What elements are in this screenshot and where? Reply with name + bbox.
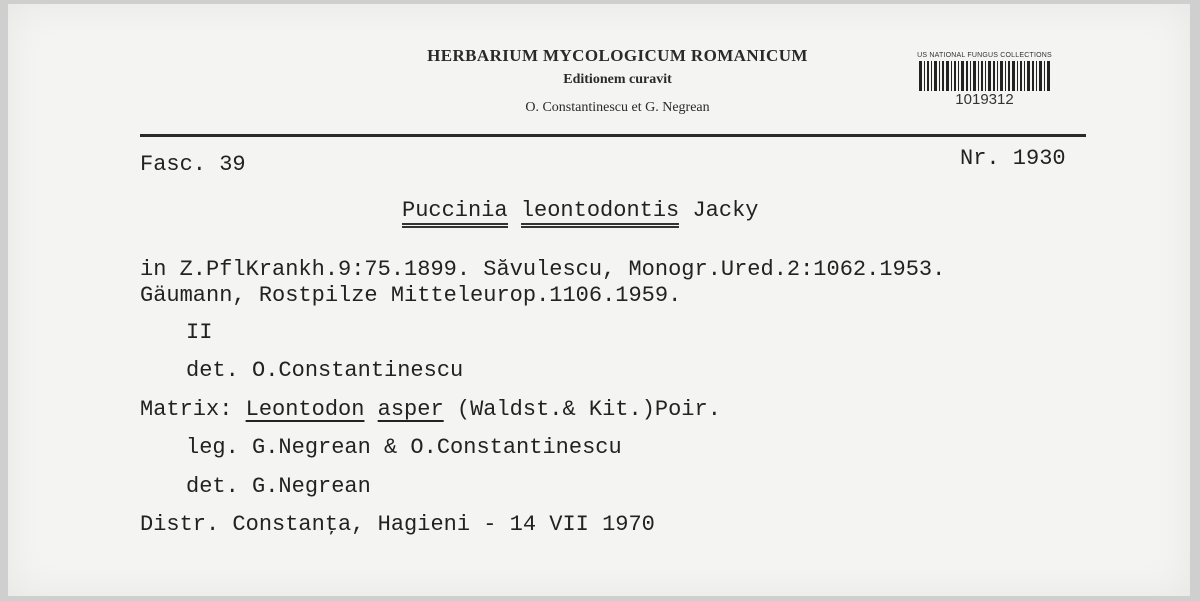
fascicle-number: Fasc. 39 <box>140 152 246 177</box>
determiner-2: det. G.Negrean <box>186 474 371 499</box>
reference-line-1: in Z.PflKrankh.9:75.1899. Săvulescu, Monogr.Ured.2:1062.1953. <box>140 257 946 282</box>
barcode-icon <box>919 61 1051 91</box>
header-divider <box>140 134 1086 137</box>
matrix-label: Matrix: <box>140 397 233 422</box>
determiner-1: det. O.Constantinescu <box>186 358 464 383</box>
distribution-line: Distr. Constanţa, Hagieni - 14 VII 1970 <box>140 512 655 537</box>
barcode-label: US NATIONAL FUNGUS COLLECTIONS <box>917 52 1052 59</box>
herbarium-editors: O. Constantinescu et G. Negrean <box>525 100 710 115</box>
reference-line-2: Gäumann, Rostpilze Mitteleurop.1106.1959. <box>140 283 682 308</box>
species-genus: Puccinia <box>402 198 508 228</box>
species-epithet: leontodontis <box>521 198 679 228</box>
barcode-number: 1019312 <box>955 91 1014 108</box>
specimen-number: Nr. 1930 <box>960 146 1066 171</box>
collector-line: leg. G.Negrean & O.Constantinescu <box>186 435 622 460</box>
host-genus: Leontodon <box>245 397 365 422</box>
spore-stage: II <box>186 320 213 345</box>
matrix-line <box>140 397 721 422</box>
species-name <box>402 198 758 223</box>
barcode-block <box>912 52 1057 114</box>
species-author: Jacky <box>692 198 759 223</box>
herbarium-subtitle: Editionem curavit <box>563 72 672 87</box>
herbarium-title: HERBARIUM MYCOLOGICUM ROMANICUM <box>427 46 808 65</box>
host-epithet: asper <box>377 397 444 422</box>
host-author: (Waldst.& Kit.)Poir. <box>456 397 721 422</box>
